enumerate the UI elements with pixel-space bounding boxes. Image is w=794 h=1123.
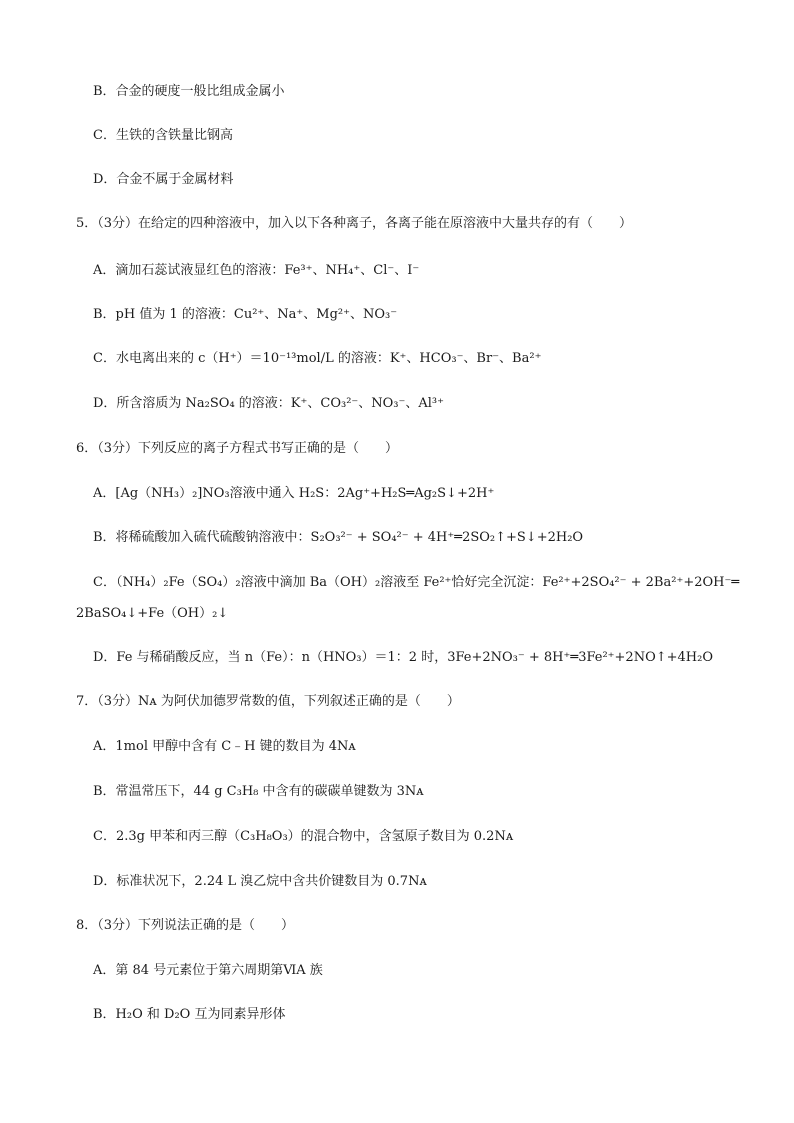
q6-option-a: A．[Ag（NH₃）₂]NO₃溶液中通入 H₂S：2Ag⁺+H₂S═Ag₂S↓+2H⁺ [93,486,495,501]
q4-option-d: D．合金不属于金属材料 [93,172,234,187]
q8-option-b: B．H₂O 和 D₂O 互为同素异形体 [93,1007,286,1022]
q7-option-c: C．2.3g 甲苯和丙三醇（C₃H₈O₃）的混合物中，含氢原子数目为 0.2Nᴀ [93,829,514,844]
q6-option-d: D．Fe 与稀硝酸反应，当 n（Fe）：n（HNO₃）＝1：2 时，3Fe+2NO₃⁻ + 8H⁺═3Fe²⁺+2NO↑+4H₂O [93,650,713,665]
q6-option-b: B．将稀硫酸加入硫代硫酸钠溶液中：S₂O₃²⁻ + SO₄²⁻ + 4H⁺═2SO₂↑+S↓+2H₂O [93,530,584,545]
q7-option-d: D．标准状况下，2.24 L 溴乙烷中含共价键数目为 0.7Nᴀ [93,874,427,889]
question-7-stem: 7．（3分）Nᴀ 为阿伏加德罗常数的值，下列叙述正确的是（ ） [76,694,460,709]
q4-option-b: B．合金的硬度一般比组成金属小 [93,84,285,99]
q4-option-c: C．生铁的含铁量比钢高 [93,128,233,143]
question-6-stem: 6．（3分）下列反应的离子方程式书写正确的是（ ） [76,441,399,456]
q7-option-a: A．1mol 甲醇中含有 C﹣H 键的数目为 4Nᴀ [93,739,356,754]
q8-option-a: A．第 84 号元素位于第六周期第ⅥA 族 [93,963,323,978]
q5-option-c: C．水电离出来的 c（H⁺）＝10⁻¹³mol/L 的溶液：K⁺、HCO₃⁻、Br⁻、Ba²⁺ [93,351,542,366]
question-8-stem: 8．（3分）下列说法正确的是（ ） [76,918,295,933]
q6-option-c-continued: 2BaSO₄↓+Fe（OH）₂↓ [76,606,229,621]
q6-option-c: C．（NH₄）₂Fe（SO₄）₂溶液中滴加 Ba（OH）₂溶液至 Fe²⁺恰好完全沉淀：Fe²⁺+2SO₄²⁻ + 2Ba²⁺+2OH⁻═ [93,575,740,590]
q5-option-b: B．pH 值为 1 的溶液：Cu²⁺、Na⁺、Mg²⁺、NO₃⁻ [93,307,398,322]
question-5-stem: 5．（3分）在给定的四种溶液中，加入以下各种离子，各离子能在原溶液中大量共存的有（ ） [76,216,633,231]
q5-option-a: A．滴加石蕊试液显红色的溶液：Fe³⁺、NH₄⁺、Cl⁻、I⁻ [93,263,420,278]
q7-option-b: B．常温常压下，44 g C₃H₈ 中含有的碳碳单键数为 3Nᴀ [93,784,424,799]
q5-option-d: D．所含溶质为 Na₂SO₄ 的溶液：K⁺、CO₃²⁻、NO₃⁻、Al³⁺ [93,396,444,411]
